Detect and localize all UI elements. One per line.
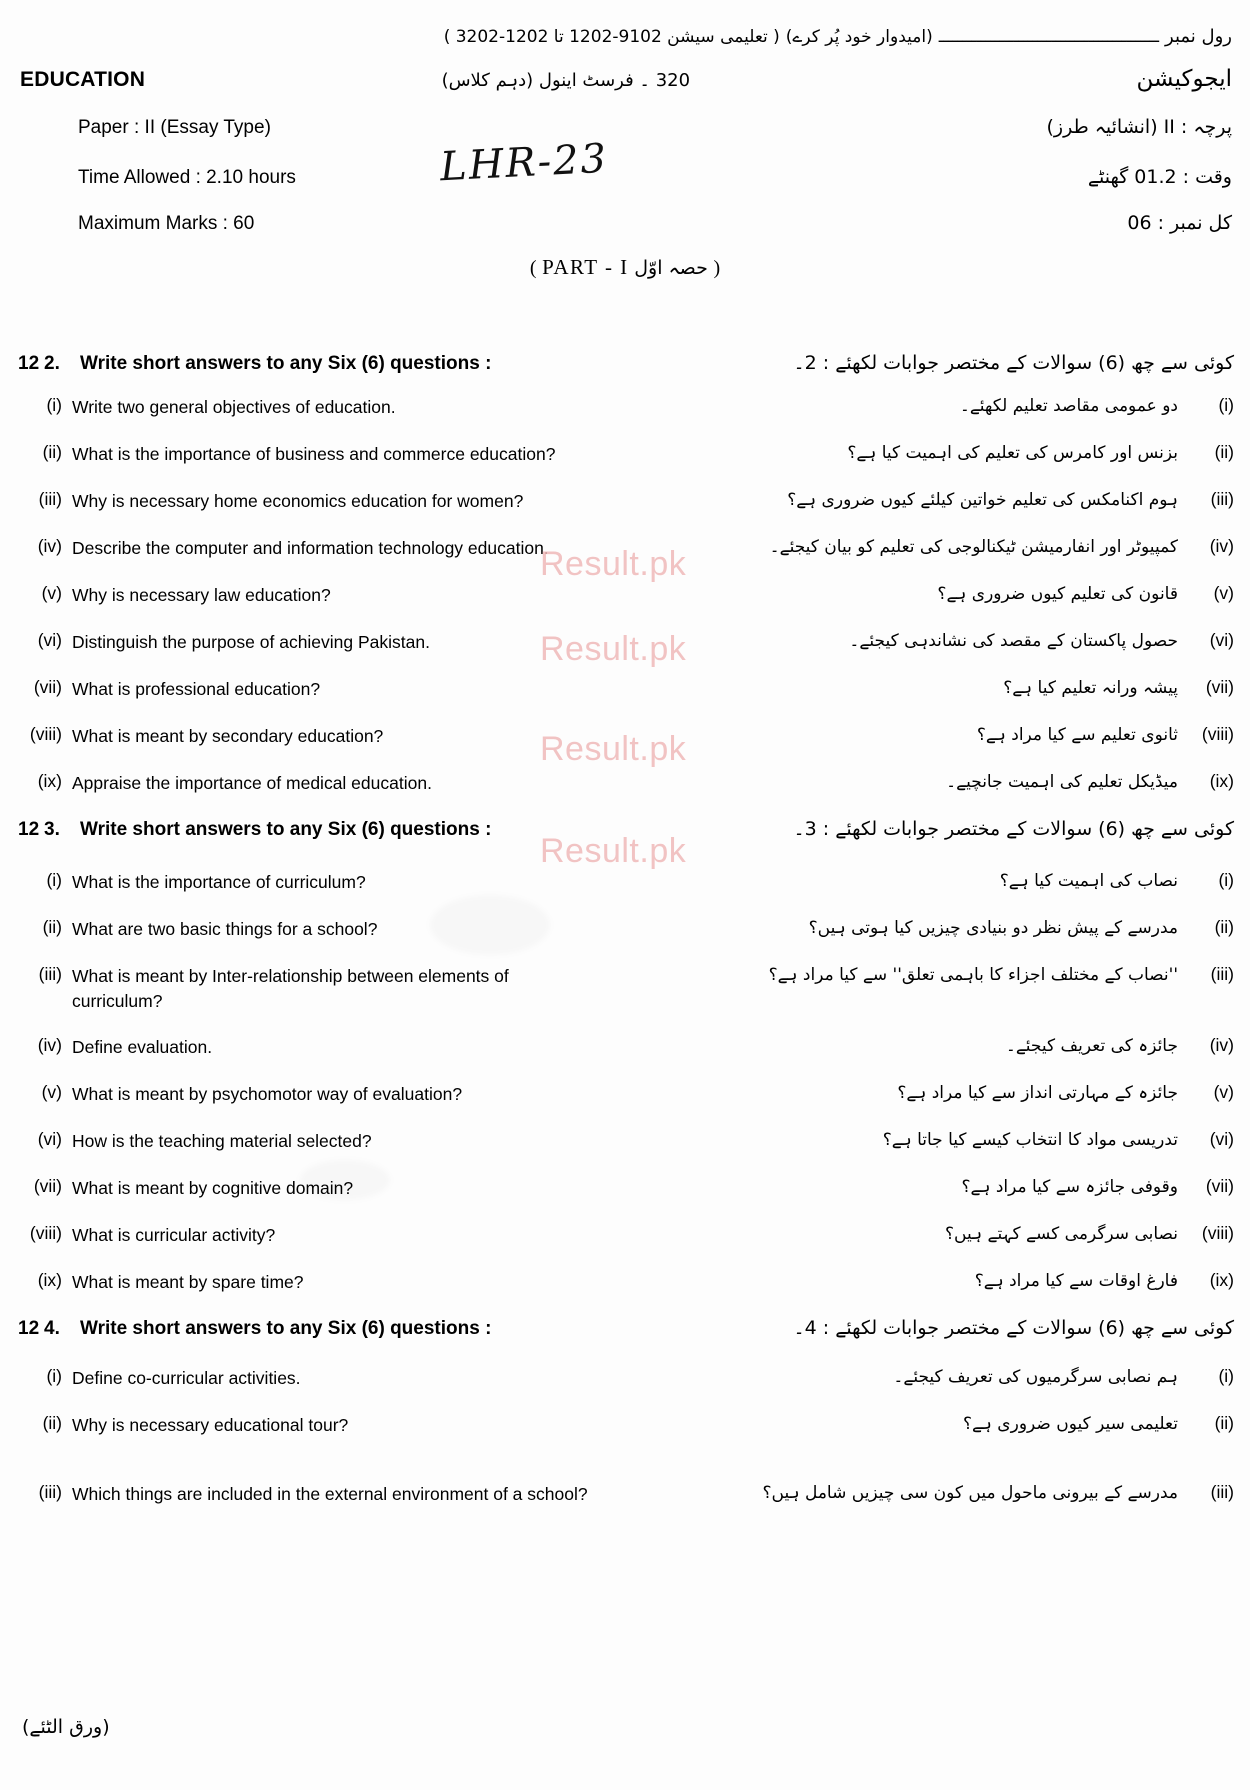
item-text-urdu: ہوم اکنامکس کی تعلیم خواتین کیلئے کیوں ضروری ہے؟ xyxy=(787,490,1178,510)
item-text-urdu: مدرسے کے پیش نظر دو بنیادی چیزیں کیا ہوتی ہیں؟ xyxy=(808,918,1178,938)
question-4-number: 4. xyxy=(44,1318,60,1339)
question-3-heading xyxy=(0,818,1234,841)
item-text-english: What is meant by Inter-relationship between elements of curriculum? xyxy=(72,966,509,1012)
item-text-urdu: ثانوی تعلیم سے کیا مراد ہے؟ xyxy=(976,725,1178,745)
item-text-urdu: جائزہ کے مہارتی انداز سے کیا مراد ہے؟ xyxy=(897,1083,1178,1103)
item-text-english: Describe the computer and information technology education. xyxy=(72,538,549,558)
item-text-urdu: نصاب کی اہمیت کیا ہے؟ xyxy=(999,871,1178,891)
watermark-result-pk: Result.pk xyxy=(540,832,687,870)
item-text-english: Which things are included in the external environment of a school? xyxy=(72,1484,588,1504)
item-urdu-group xyxy=(769,964,1234,985)
list-item xyxy=(0,964,1234,1015)
item-urdu-group xyxy=(946,771,1234,792)
question-3-title-english: Write short answers to any Six (6) questions : xyxy=(80,819,492,840)
item-urdu-group xyxy=(849,630,1234,651)
item-urdu-group xyxy=(937,583,1234,604)
item-urdu-group xyxy=(883,1129,1234,1150)
item-label: (ii) xyxy=(42,917,62,937)
item-label: (iii) xyxy=(38,1482,62,1502)
item-text-urdu: پیشہ ورانہ تعلیم کیا ہے؟ xyxy=(1003,678,1178,698)
list-item xyxy=(0,630,1234,655)
item-label-urdu-side: (iv) xyxy=(1209,1035,1234,1055)
item-label-urdu-side: (ii) xyxy=(1214,917,1234,937)
item-urdu-group xyxy=(770,536,1234,557)
part-bracket-open: ( xyxy=(529,257,537,279)
subject-urdu: ایجوکیشن xyxy=(1136,66,1232,92)
list-item xyxy=(0,395,1234,420)
item-label: (vi) xyxy=(37,1129,62,1149)
item-text-urdu: قانون کی تعلیم کیوں ضروری ہے؟ xyxy=(937,584,1178,604)
item-text-english: How is the teaching material selected? xyxy=(72,1131,372,1151)
item-label-urdu-side: (i) xyxy=(1218,1366,1234,1386)
item-label: (iv) xyxy=(37,536,62,556)
question-3-marks: 12 xyxy=(18,819,40,840)
item-label-urdu-side: (iii) xyxy=(1210,489,1234,509)
roll-number-dots: ـــــــــــــــــــــــــــــــــــــــــــــــ xyxy=(938,29,1160,46)
item-label: (v) xyxy=(41,1082,62,1102)
question-4-marks: 12 xyxy=(18,1318,40,1339)
item-urdu-group xyxy=(847,442,1234,463)
item-label: (vii) xyxy=(33,1176,62,1196)
list-item xyxy=(0,677,1234,702)
item-text-english: What is meant by cognitive domain? xyxy=(72,1178,354,1198)
item-text-english: Why is necessary educational tour? xyxy=(72,1415,349,1435)
item-text-english: Appraise the importance of medical education. xyxy=(72,773,432,793)
item-text-urdu: جائزہ کی تعریف کیجئے۔ xyxy=(1005,1036,1178,1056)
item-text-english: Why is necessary home economics education for women? xyxy=(72,491,524,511)
turn-over-note: (ورق الٹئے) xyxy=(22,1716,110,1738)
item-urdu-group xyxy=(960,395,1234,416)
item-text-urdu: بزنس اور کامرس کی تعلیم کی اہمیت کیا ہے؟ xyxy=(847,443,1178,463)
part-bracket-close: ) xyxy=(713,257,721,279)
item-text-english: Why is necessary law education? xyxy=(72,585,331,605)
subject-line xyxy=(20,66,1232,92)
item-label: (ix) xyxy=(37,1270,62,1290)
item-text-english: Distinguish the purpose of achieving Pakistan. xyxy=(72,632,430,652)
list-item xyxy=(0,1082,1234,1107)
item-text-urdu: تعلیمی سیر کیوں ضروری ہے؟ xyxy=(962,1414,1178,1434)
item-label-urdu-side: (iii) xyxy=(1210,1482,1234,1502)
list-item xyxy=(0,1129,1234,1154)
item-label: (i) xyxy=(46,395,62,415)
item-label-urdu-side: (iv) xyxy=(1209,536,1234,556)
item-label: (iii) xyxy=(38,489,62,509)
item-text-english: What is professional education? xyxy=(72,679,321,699)
item-label-urdu-side: (vi) xyxy=(1209,1129,1234,1149)
item-urdu-group xyxy=(963,1413,1234,1434)
question-3-title-urdu: کوئی سے چھ (6) سوالات کے مختصر جوابات لکھئے : 3۔ xyxy=(793,818,1234,840)
item-label: (viii) xyxy=(29,724,62,744)
list-item xyxy=(0,724,1234,749)
time-row xyxy=(0,166,1232,189)
item-text-urdu: نصابی سرگرمی کسے کہتے ہیں؟ xyxy=(945,1224,1178,1244)
list-item xyxy=(0,1482,1234,1507)
list-item xyxy=(0,917,1234,942)
item-text-urdu: ''نصاب کے مختلف اجزاء کا باہمی تعلق'' سے کیا مراد ہے؟ xyxy=(768,965,1178,985)
item-label: (ii) xyxy=(42,1413,62,1433)
item-label-urdu-side: (i) xyxy=(1218,870,1234,890)
item-text-english: What are two basic things for a school? xyxy=(72,919,378,939)
part-name-urdu: حصہ اوّل xyxy=(634,257,708,279)
paper-label-urdu: پرچہ : II (انشائیہ طرز) xyxy=(1046,116,1232,138)
time-allowed-english: Time Allowed : 2.10 hours xyxy=(78,167,296,188)
item-label: (v) xyxy=(41,583,62,603)
item-urdu-group xyxy=(945,1223,1234,1244)
question-4-heading xyxy=(0,1317,1234,1340)
list-item xyxy=(0,1366,1234,1391)
item-urdu-group xyxy=(977,724,1234,745)
item-label: (i) xyxy=(46,1366,62,1386)
list-item xyxy=(0,771,1234,796)
list-item xyxy=(0,536,1234,561)
roll-number-line xyxy=(0,26,1232,47)
list-item xyxy=(0,870,1234,895)
watermark-result-pk: Result.pk xyxy=(540,630,687,668)
item-label: (ii) xyxy=(42,442,62,462)
item-text-urdu: فارغ اوقات سے کیا مراد ہے؟ xyxy=(974,1271,1178,1291)
maximum-marks-urdu: کل نمبر : 60 xyxy=(1127,212,1232,234)
item-label-urdu-side: (ii) xyxy=(1214,442,1234,462)
item-text-english: What is the importance of curriculum? xyxy=(72,872,366,892)
item-urdu-group xyxy=(897,1082,1234,1103)
item-text-english: Write two general objectives of education. xyxy=(72,397,396,417)
list-item xyxy=(0,1223,1234,1248)
item-label-urdu-side: (vii) xyxy=(1205,677,1234,697)
item-text-english: What is curricular activity? xyxy=(72,1225,276,1245)
list-item xyxy=(0,583,1234,608)
question-4-title-english: Write short answers to any Six (6) questions : xyxy=(80,1318,492,1339)
item-urdu-group xyxy=(787,489,1234,510)
part-name-english: PART - I xyxy=(542,255,629,279)
list-item xyxy=(0,442,1234,467)
watermark-result-pk: Result.pk xyxy=(540,730,687,768)
item-urdu-group xyxy=(1000,870,1234,891)
item-urdu-group xyxy=(809,917,1234,938)
question-2-marks: 12 xyxy=(18,353,40,374)
question-2-heading xyxy=(0,352,1234,375)
item-label-urdu-side: (vii) xyxy=(1205,1176,1234,1196)
item-text-english: Define co-curricular activities. xyxy=(72,1368,301,1388)
item-text-english: What is meant by psychomotor way of evaluation? xyxy=(72,1084,463,1104)
maximum-marks-english: Maximum Marks : 60 xyxy=(78,213,255,234)
paper-row xyxy=(0,116,1232,139)
time-allowed-urdu: وقت : 2.10 گھنٹے xyxy=(1087,166,1232,188)
item-text-urdu: مدرسے کے بیرونی ماحول میں کون سی چیزیں شامل ہیں؟ xyxy=(762,1483,1178,1503)
paper-label-english: Paper : II (Essay Type) xyxy=(78,117,271,138)
item-text-urdu: کمپیوٹر اور انفارمیشن ٹیکنالوجی کی تعلیم کو بیان کیجئے۔ xyxy=(769,537,1178,557)
item-urdu-group xyxy=(893,1366,1234,1387)
item-text-urdu: تدریسی مواد کا انتخاب کیسے کیا جاتا ہے؟ xyxy=(882,1130,1178,1150)
item-text-english: What is the importance of business and commerce education? xyxy=(72,444,556,464)
item-label: (viii) xyxy=(29,1223,62,1243)
item-label: (iii) xyxy=(38,964,62,984)
item-text-english: What is meant by secondary education? xyxy=(72,726,384,746)
list-item xyxy=(0,1413,1234,1438)
item-text-urdu: میڈیکل تعلیم کی اہمیت جانچیے۔ xyxy=(946,772,1178,792)
question-2-title-english: Write short answers to any Six (6) questions : xyxy=(80,353,492,374)
marks-row xyxy=(0,212,1232,235)
item-label-urdu-side: (i) xyxy=(1218,395,1234,415)
question-4-title-urdu: کوئی سے چھ (6) سوالات کے مختصر جوابات لکھئے : 4۔ xyxy=(793,1317,1234,1339)
item-label-urdu-side: (ix) xyxy=(1209,1270,1234,1290)
item-urdu-group xyxy=(975,1270,1234,1291)
list-item xyxy=(0,1270,1234,1295)
item-label: (vii) xyxy=(33,677,62,697)
watermark-result-pk: Result.pk xyxy=(540,545,687,583)
item-text-english: Define evaluation. xyxy=(72,1037,213,1057)
candidate-note-urdu: (امیدوار خود پُر کرے) xyxy=(785,27,933,47)
item-label-urdu-side: (iii) xyxy=(1210,964,1234,984)
item-label-urdu-side: (vi) xyxy=(1209,630,1234,650)
list-item xyxy=(0,1035,1234,1060)
item-urdu-group xyxy=(1003,677,1234,698)
list-item xyxy=(0,1176,1234,1201)
item-label-urdu-side: (viii) xyxy=(1201,724,1234,744)
item-label: (iv) xyxy=(37,1035,62,1055)
item-urdu-group xyxy=(762,1482,1234,1503)
item-label-urdu-side: (ix) xyxy=(1209,771,1234,791)
paper-code-urdu: 023 ۔ فرسٹ اینول (دہم کلاس) xyxy=(441,70,691,91)
question-2-title-urdu: کوئی سے چھ (6) سوالات کے مختصر جوابات لکھئے : 2۔ xyxy=(793,352,1234,374)
item-label-urdu-side: (v) xyxy=(1213,1082,1234,1102)
item-label-urdu-side: (viii) xyxy=(1201,1223,1234,1243)
subject-english: EDUCATION xyxy=(20,68,146,91)
handwritten-center-annotation: LHR-23 xyxy=(438,135,610,191)
item-urdu-group xyxy=(961,1176,1234,1197)
item-text-english: What is meant by spare time? xyxy=(72,1272,304,1292)
item-label-urdu-side: (ii) xyxy=(1214,1413,1234,1433)
item-text-urdu: حصول پاکستان کے مقصد کی نشاندہی کیجئے۔ xyxy=(849,631,1178,651)
item-urdu-group xyxy=(1006,1035,1234,1056)
item-label: (i) xyxy=(46,870,62,890)
item-text-urdu: دو عمومی مقاصد تعلیم لکھئے۔ xyxy=(959,396,1178,416)
part-heading xyxy=(0,255,1250,280)
session-urdu: ( تعلیمی سیشن 2019-2021 تا 2021-2023 ) xyxy=(443,27,780,47)
list-item xyxy=(0,489,1234,514)
roll-number-label-urdu: رول نمبر xyxy=(1165,26,1232,47)
item-label-urdu-side: (v) xyxy=(1213,583,1234,603)
question-2-number: 2. xyxy=(44,353,60,374)
item-label: (ix) xyxy=(37,771,62,791)
item-text-urdu: ہم نصابی سرگرمیوں کی تعریف کیجئے۔ xyxy=(893,1367,1178,1387)
question-3-number: 3. xyxy=(44,819,60,840)
item-label: (vi) xyxy=(37,630,62,650)
item-text-urdu: وقوفی جائزہ سے کیا مراد ہے؟ xyxy=(961,1177,1178,1197)
